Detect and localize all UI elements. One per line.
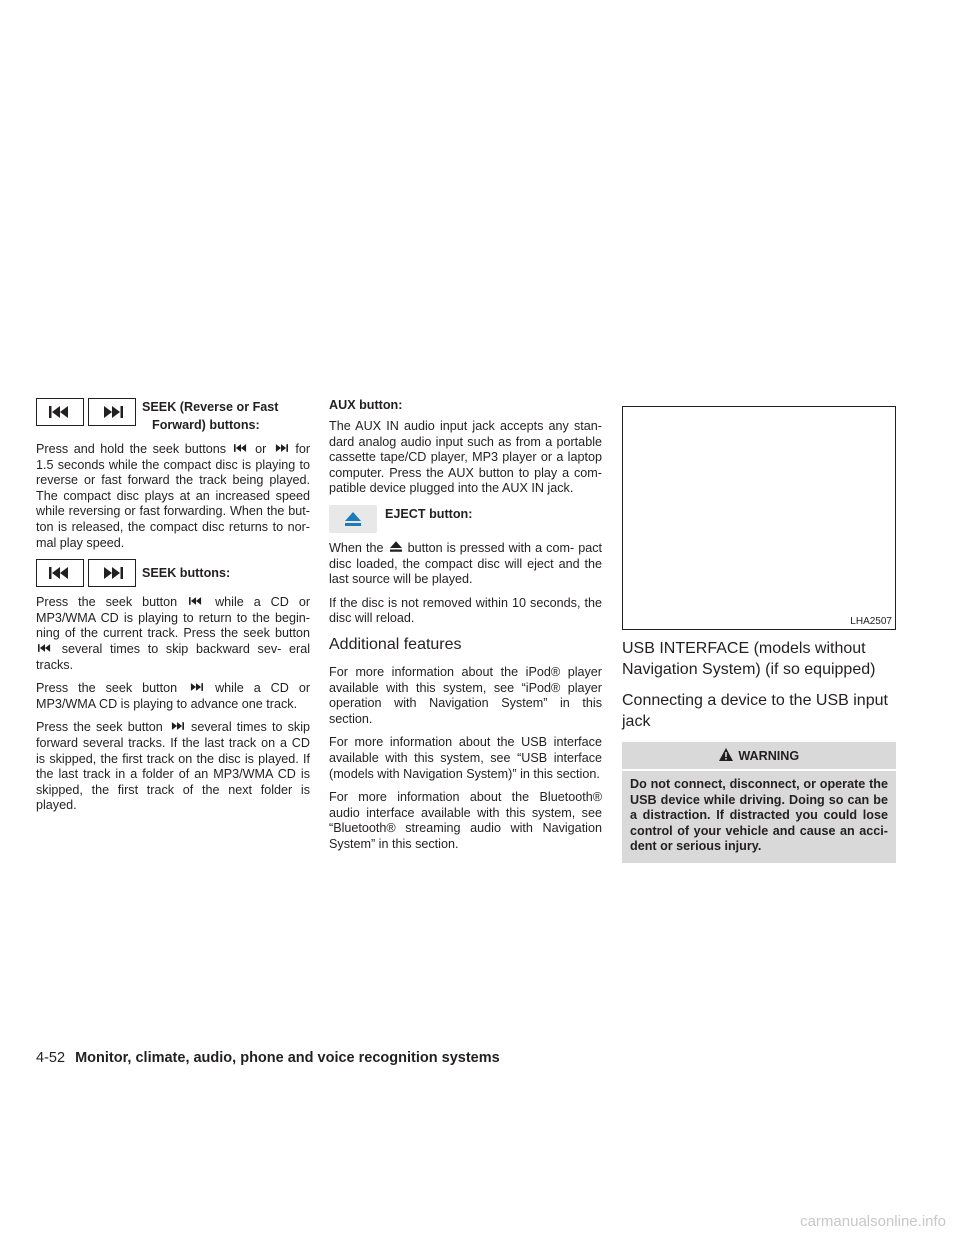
seek-back-paragraph: Press the seek button while a CD or MP3/WMA CD is playing to return to the begin- ning of the current track. Press the seek button several times to skip backward sev- eral tracks. [36,595,311,672]
eject-button-graphic [329,505,377,533]
eject-icon [345,512,361,526]
eject-icon [390,541,402,552]
seek-back-icon [189,596,203,606]
usb-paragraph: For more information about the USB interface available with this system, see “USB interface (models with Navigation System)” in this section. [329,735,602,781]
seek-back-icon [49,406,71,418]
seek-back-icon [49,567,71,579]
ipod-paragraph: For more information about the iPod® player available with this system, see “iPod® player operation with Navigation System” in this section. [329,664,602,726]
additional-features-heading: Additional features [329,635,462,653]
eject-paragraph: When the button is pressed with a com- pact disc loaded, the compact disc will eject and the last source will be played. [329,540,603,587]
connecting-device-heading: Connecting a device to the USB input jack [622,692,888,730]
eject-label: EJECT button: [385,506,473,521]
page-footer [36,1049,500,1067]
seek-forward-paragraph: Press the seek button while a CD or MP3/WMA CD is playing to advance one track. [36,681,311,711]
seek-forward-multi-paragraph: Press the seek button several times to skip forward several tracks. If the last track on a CD is skipped, the first track on the disc is played. If the last track in a folder of an MP3/WMA CD is skipped, the first track of the next folder is played. [36,720,311,813]
usb-interface-heading: USB INTERFACE (models without Navigation System) (if so equipped) [622,640,876,678]
warning-box [622,742,896,863]
figure-usb-jack [622,406,896,630]
seek-fast-label-line2: Forward) buttons: [152,418,260,432]
column-2 [329,398,602,860]
seek-forward-icon [101,567,123,579]
column-1 [36,398,310,822]
seek-fast-label [142,398,279,434]
watermark: carmanualsonline.info [800,1213,946,1230]
footer-title: Monitor, climate, audio, phone and voice recognition systems [75,1050,500,1066]
page-number: 4-52 [36,1050,66,1066]
seek-fast-paragraph: Press and hold the seek buttons or for 1.5 seconds while the compact disc is playing to reverse or fast forward the track being played. The compact disc plays at an increased speed while reversing or fast forwarding. When the but- ton is released, the compact disc returns to nor- mal play speed. [36,442,311,550]
seek-fast-label-line1: SEEK (Reverse or Fast [142,400,279,414]
seek-back-button-graphic [36,559,84,587]
seek-forward-button-graphic [88,559,136,587]
eject-reload-paragraph: If the disc is not removed within 10 seconds, the disc will reload. [329,595,602,626]
seek-back-icon [38,643,52,653]
seek-forward-button-graphic [88,398,136,426]
column-3 [622,406,896,863]
seek-forward-icon [101,406,123,418]
seek-back-icon [234,443,248,453]
eject-button-row [329,505,602,533]
seek-forward-icon [170,721,184,731]
warning-icon [719,748,733,761]
seek-forward-icon [274,443,288,453]
warning-title: WARNING [738,749,800,763]
aux-heading: AUX button: [329,398,403,412]
aux-paragraph: The AUX IN audio input jack accepts any stan- dard analog audio input such as from a portable cassette tape/CD player, MP3 player or a laptop computer. Press the AUX button to play a com- patible device plugged into the AUX IN jack. [329,419,602,496]
seek-fast-button-row [36,398,310,434]
bluetooth-paragraph: For more information about the Bluetooth® audio interface available with this system, see “Bluetooth® streaming audio with Navigation System” in this section. [329,790,602,851]
seek-label: SEEK buttons: [142,566,231,581]
figure-id: LHA2507 [850,616,892,627]
seek-button-row [36,559,310,587]
seek-forward-icon [189,682,203,692]
warning-text: Do not connect, disconnect, or operate the USB device while driving. Doing so can be a distraction. If distracted you could lose control of your vehicle and cause an acci- dent or serious injury. [630,777,888,854]
warning-header [622,742,896,771]
seek-back-button-graphic [36,398,84,426]
